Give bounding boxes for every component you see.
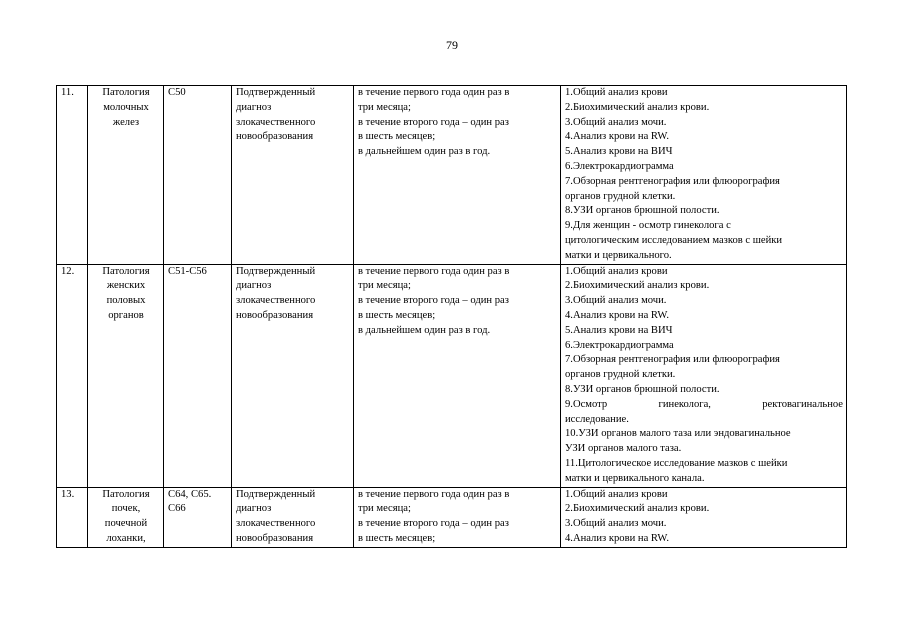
diagnosis-line: Подтвержденный <box>236 265 316 277</box>
pathology-name-line: органов <box>108 309 144 321</box>
row-number: 11. <box>57 86 88 265</box>
icd-code-line: C66 <box>168 503 186 515</box>
examinations-line: 4.Анализ крови на RW. <box>565 532 670 544</box>
examinations-line: 3.Общий анализ мочи. <box>565 518 667 530</box>
diagnosis-line: диагноз <box>236 503 272 515</box>
examinations-line: 5.Анализ крови на ВИЧ <box>565 324 673 336</box>
diagnosis-line: Подтвержденный <box>236 488 316 500</box>
examinations-line: 1.Общий анализ крови <box>565 87 668 98</box>
examinations-line: цитологическим исследованием мазков с шейки <box>565 234 783 246</box>
schedule <box>354 487 561 547</box>
diagnosis <box>232 264 354 487</box>
row-number: 13. <box>57 487 88 547</box>
schedule-line: в течение второго года – один раз <box>358 295 509 307</box>
diagnosis-line: злокачественного <box>236 295 316 307</box>
examinations-line: 8.УЗИ органов брюшной полости. <box>565 383 720 395</box>
examinations-line: 7.Обзорная рентгенография или флюорография <box>565 354 780 366</box>
pathology-name-line: Патология <box>102 488 150 500</box>
table-row <box>57 86 847 265</box>
pathology-name <box>88 264 164 487</box>
page-number: 79 <box>446 38 458 52</box>
pathology-name-line: желез <box>112 116 140 128</box>
examinations-line: органов грудной клетки. <box>565 369 676 381</box>
schedule-line: в течение первого года один раз в <box>358 265 510 277</box>
schedule-line: в течение первого года один раз в <box>358 488 510 500</box>
schedule-line: три месяца; <box>358 280 411 292</box>
examinations-line: УЗИ органов малого таза. <box>565 443 682 455</box>
pathology-name-line: почечной <box>104 518 148 530</box>
icd-code-line: C64, C65. <box>168 488 212 500</box>
schedule-line: в течение второго года – один раз <box>358 518 509 530</box>
examinations-line: 2.Биохимический анализ крови. <box>565 101 710 113</box>
table-body <box>57 86 847 548</box>
examinations-line: исследование. <box>565 413 629 425</box>
diagnosis-line: диагноз <box>236 101 272 113</box>
schedule-line: в шесть месяцев; <box>358 309 436 321</box>
examinations-line: 8.УЗИ органов брюшной полости. <box>565 205 720 217</box>
pathology-name-line: женских <box>106 280 146 292</box>
schedule <box>354 86 561 265</box>
examinations-line: 2.Биохимический анализ крови. <box>565 503 710 515</box>
schedule-line: три месяца; <box>358 503 411 515</box>
examinations-line: 9.Осмотр гинеколога, ректовагинальное <box>565 398 843 410</box>
pathology-name-line: Патология <box>102 87 150 98</box>
examinations-line: 9.Для женщин - осмотр гинеколога с <box>565 220 731 232</box>
schedule-line: в шесть месяцев; <box>358 532 436 544</box>
pathology-name-line: лоханки, <box>106 532 146 544</box>
examinations <box>561 264 847 487</box>
diagnosis-line: новообразования <box>236 532 314 544</box>
icd-code <box>164 487 232 547</box>
schedule-line: в шесть месяцев; <box>358 131 436 143</box>
pathology-name-line: половых <box>106 295 146 307</box>
examinations-line: 3.Общий анализ мочи. <box>565 295 667 307</box>
row-number: 12. <box>57 264 88 487</box>
pathology-name-line: Патология <box>102 265 150 277</box>
diagnosis-line: новообразования <box>236 309 314 321</box>
diagnosis-line: злокачественного <box>236 116 316 128</box>
examinations-line: 4.Анализ крови на RW. <box>565 309 670 321</box>
schedule-line: в дальнейшем один раз в год. <box>358 324 491 336</box>
pathology-name <box>88 487 164 547</box>
diagnosis-line: диагноз <box>236 280 272 292</box>
examinations <box>561 487 847 547</box>
examinations-line: 2.Биохимический анализ крови. <box>565 280 710 292</box>
table-row <box>57 264 847 487</box>
schedule-line: в течение первого года один раз в <box>358 87 510 98</box>
schedule <box>354 264 561 487</box>
diagnosis <box>232 487 354 547</box>
examinations-line: 6.Электрокардиограмма <box>565 160 674 172</box>
pathology-name <box>88 86 164 265</box>
examinations-line: 3.Общий анализ мочи. <box>565 116 667 128</box>
pathology-name-line: молочных <box>103 101 149 113</box>
diagnosis <box>232 86 354 265</box>
table-row <box>57 487 847 547</box>
icd-code-line: C51-C56 <box>168 265 207 277</box>
examinations-line: 4.Анализ крови на RW. <box>565 131 670 143</box>
diagnosis-line: злокачественного <box>236 518 316 530</box>
examinations <box>561 86 847 265</box>
diagnosis-line: новообразования <box>236 131 314 143</box>
examinations-line: 11.Цитологическое исследование мазков с шейки <box>565 457 788 469</box>
schedule-line: три месяца; <box>358 101 411 113</box>
examinations-line: 1.Общий анализ крови <box>565 488 668 500</box>
examinations-line: 6.Электрокардиограмма <box>565 339 674 351</box>
icd-code-line: C50 <box>168 87 186 98</box>
schedule-line: в дальнейшем один раз в год. <box>358 146 491 158</box>
icd-code <box>164 264 232 487</box>
schedule-line: в течение второго года – один раз <box>358 116 509 128</box>
examinations-line: матки и цервикального. <box>565 249 672 261</box>
follow-up-table <box>56 85 847 548</box>
examinations-line: 7.Обзорная рентгенография или флюорография <box>565 175 780 187</box>
icd-code <box>164 86 232 265</box>
examinations-line: матки и цервикального канала. <box>565 472 705 484</box>
diagnosis-line: Подтвержденный <box>236 87 316 98</box>
examinations-line: 1.Общий анализ крови <box>565 265 668 277</box>
examinations-line: органов грудной клетки. <box>565 190 676 202</box>
examinations-line: 5.Анализ крови на ВИЧ <box>565 146 673 158</box>
examinations-line: 10.УЗИ органов малого таза или эндовагинальное <box>565 428 791 440</box>
pathology-name-line: почек, <box>111 503 141 515</box>
